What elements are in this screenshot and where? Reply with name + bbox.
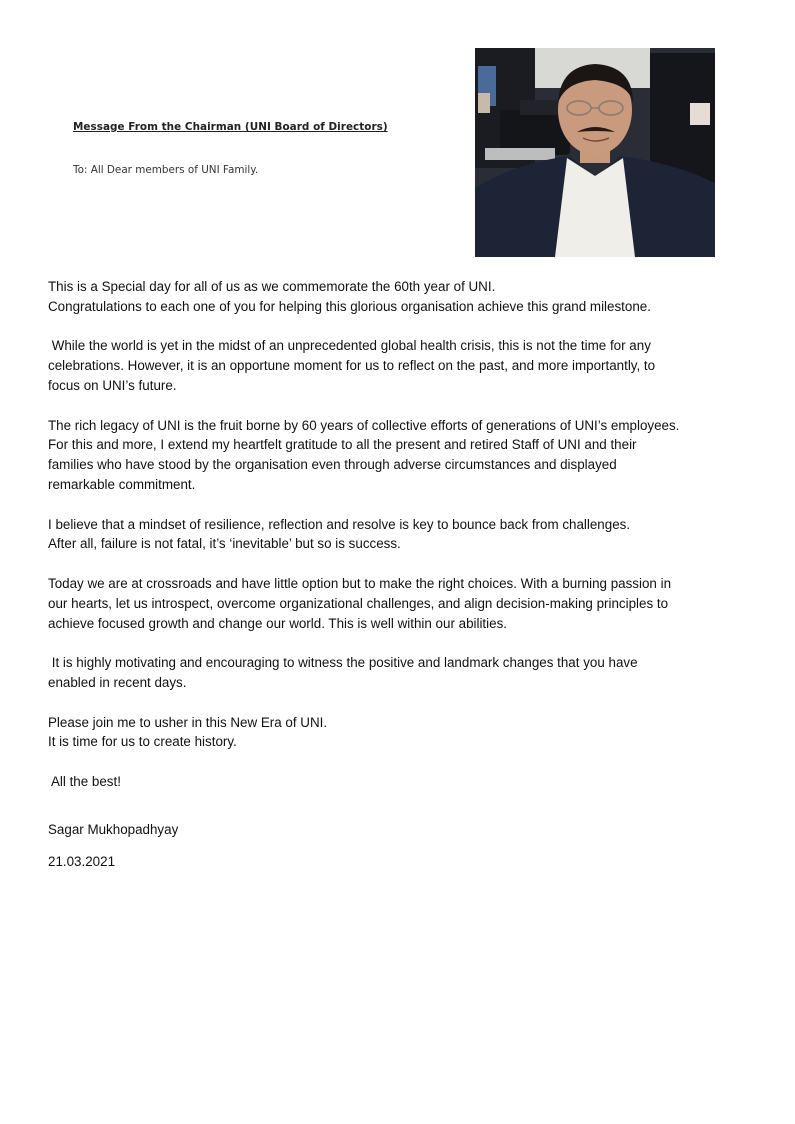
paragraph xyxy=(48,515,758,555)
text-line: achieve focused growth and change our world. This is well within our abilities. xyxy=(48,615,507,631)
paragraph xyxy=(48,277,758,317)
text-line: families who have stood by the organisation even through adverse circumstances and displayed xyxy=(48,457,617,473)
text-line: focus on UNI’s future. xyxy=(48,377,177,393)
text-line: Today we are at crossroads and have little option but to make the right choices. With a burning passion in xyxy=(48,575,672,591)
paragraph xyxy=(48,574,758,633)
paragraph xyxy=(48,713,758,753)
text-line: Please join me to usher in this New Era of UNI. xyxy=(48,714,328,730)
text-line: our hearts, let us introspect, overcome organizational challenges, and align decision-making principles to xyxy=(48,595,669,611)
closing xyxy=(48,772,758,792)
text-line: All the best! xyxy=(48,773,121,789)
letter-title: Message From the Chairman (UNI Board of Directors) xyxy=(73,121,388,133)
letter-date: 21.03.2021 xyxy=(48,853,116,869)
text-line: The rich legacy of UNI is the fruit borne by 60 years of collective efforts of generations of UNI’s employees. xyxy=(48,417,680,433)
person-photo-icon xyxy=(475,48,715,257)
text-line: This is a Special day for all of us as we commemorate the 60th year of UNI. xyxy=(48,279,496,294)
letter-salutation: To: All Dear members of UNI Family. xyxy=(73,164,259,176)
text-line: For this and more, I extend my heartfelt gratitude to all the present and retired Staff of UNI and their xyxy=(48,437,637,453)
text-line: After all, failure is not fatal, it’s ‘inevitable’ but so is success. xyxy=(48,536,401,552)
paragraph xyxy=(48,653,758,693)
text-line: It is time for us to create history. xyxy=(48,734,237,750)
paragraph xyxy=(48,336,758,395)
text-line: It is highly motivating and encouraging to witness the positive and landmark changes that you have xyxy=(48,655,638,671)
text-line: celebrations. However, it is an opportune moment for us to reflect on the past, and more importantly, to xyxy=(48,358,656,374)
text-line: remarkable commitment. xyxy=(48,476,196,492)
text-line: I believe that a mindset of resilience, reflection and resolve is key to bounce back from challenges. xyxy=(48,516,631,532)
text-line: enabled in recent days. xyxy=(48,674,187,690)
signature-name: Sagar Mukhopadhyay xyxy=(48,821,179,837)
text-line: While the world is yet in the midst of an unprecedented global health crisis, this is not the time for any xyxy=(48,338,651,354)
letter-body xyxy=(48,277,758,891)
chairman-photo xyxy=(475,48,715,257)
text-line: Congratulations to each one of you for helping this glorious organisation achieve this grand milestone. xyxy=(48,298,651,314)
paragraph xyxy=(48,416,758,495)
